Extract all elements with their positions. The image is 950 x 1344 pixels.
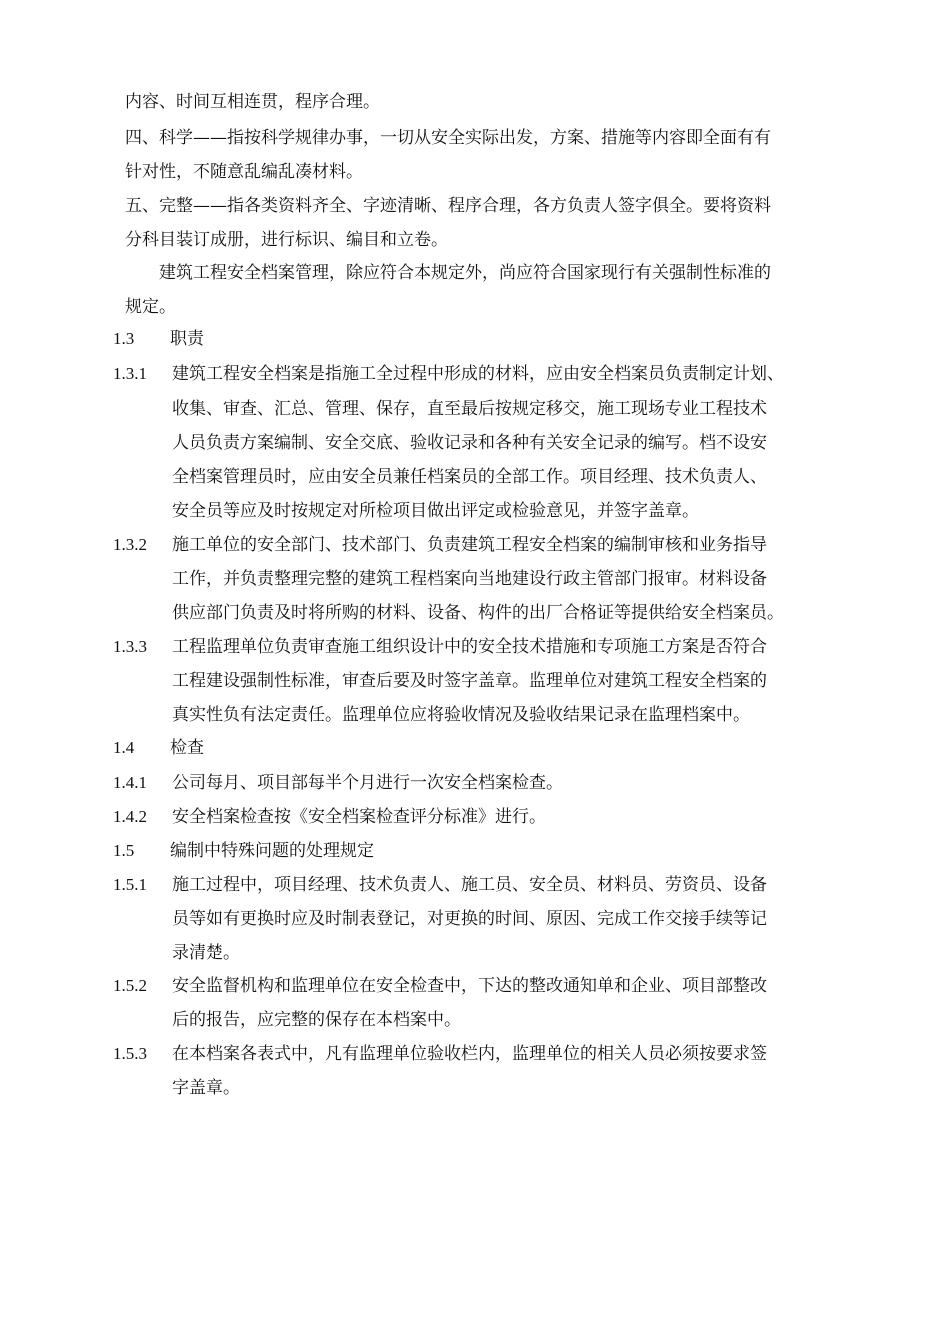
clause-number: 1.5.1 <box>113 875 147 894</box>
clause-line: 后的报告，应完整的保存在本档案中。 <box>172 1010 461 1030</box>
paragraph-line: 建筑工程安全档案管理，除应符合本规定外，尚应符合国家现行有关强制性标准的 <box>159 263 771 283</box>
clause-line: 录清楚。 <box>172 943 240 963</box>
clause-line: 安全员等应及时按规定对所检项目做出评定或检验意见，并签字盖章。 <box>172 501 699 521</box>
clause-number: 1.5.3 <box>113 1044 147 1063</box>
paragraph-line: 规定。 <box>125 297 176 317</box>
section-number: 1.4 <box>113 738 135 757</box>
clause-line: 供应部门负责及时将所购的材料、设备、构件的出厂合格证等提供给安全档案员。 <box>172 603 784 623</box>
clause-line: 全档案管理员时，应由安全员兼任档案员的全部工作。项目经理、技术负责人、 <box>172 467 767 487</box>
clause-line: 真实性负有法定责任。监理单位应将验收情况及验收结果记录在监理档案中。 <box>172 705 750 725</box>
clause-line: 员等如有更换时应及时制表登记，对更换的时间、原因、完成工作交接手续等记 <box>172 909 767 929</box>
clause-line: 人员负责方案编制、安全交底、验收记录和各种有关安全记录的编写。档不设安 <box>172 433 767 453</box>
section-number: 1.3 <box>113 329 135 348</box>
clause-line: 在本档案各表式中，凡有监理单位验收栏内，监理单位的相关人员必须按要求签 <box>172 1044 767 1064</box>
clause-line: 安全监督机构和监理单位在安全检查中，下达的整改通知单和企业、项目部整改 <box>172 976 767 996</box>
section-number: 1.5 <box>113 841 135 860</box>
paragraph-line: 针对性，不随意乱编乱凑材料。 <box>125 162 363 182</box>
section-heading: 检查 <box>170 738 204 758</box>
paragraph-line: 内容、时间互相连贯，程序合理。 <box>125 92 380 112</box>
clause-number: 1.4.1 <box>113 773 147 792</box>
clause-number: 1.3.3 <box>113 637 147 656</box>
paragraph-line: 五、完整——指各类资料齐全、字迹清晰、程序合理，各方负责人签字俱全。要将资料 <box>125 196 771 216</box>
clause-line: 工程建设强制性标准，审查后要及时签字盖章。监理单位对建筑工程安全档案的 <box>172 671 767 691</box>
clause-line: 建筑工程安全档案是指施工全过程中形成的材料，应由安全档案员负责制定计划、 <box>172 364 784 384</box>
clause-number: 1.3.2 <box>113 535 147 554</box>
clause-line: 工程监理单位负责审查施工组织设计中的安全技术措施和专项施工方案是否符合 <box>172 637 767 657</box>
clause-line: 公司每月、项目部每半个月进行一次安全档案检查。 <box>172 773 563 793</box>
paragraph-line: 四、科学——指按科学规律办事，一切从安全实际出发，方案、措施等内容即全面有有 <box>125 128 771 148</box>
clause-line: 收集、审查、汇总、管理、保存，直至最后按规定移交，施工现场专业工程技术 <box>172 399 767 419</box>
clause-line: 施工过程中，项目经理、技术负责人、施工员、安全员、材料员、劳资员、设备 <box>172 875 767 895</box>
clause-number: 1.5.2 <box>113 976 147 995</box>
clause-line: 字盖章。 <box>172 1078 240 1098</box>
section-heading: 编制中特殊问题的处理规定 <box>170 841 374 861</box>
clause-line: 工作，并负责整理完整的建筑工程档案向当地建设行政主管部门报审。材料设备 <box>172 569 767 589</box>
clause-number: 1.4.2 <box>113 807 147 826</box>
section-heading: 职责 <box>170 329 204 349</box>
clause-number: 1.3.1 <box>113 364 147 383</box>
clause-line: 施工单位的安全部门、技术部门、负责建筑工程安全档案的编制审核和业务指导 <box>172 535 767 555</box>
paragraph-line: 分科目装订成册，进行标识、编目和立卷。 <box>125 230 448 250</box>
clause-line: 安全档案检查按《安全档案检查评分标准》进行。 <box>172 807 546 827</box>
